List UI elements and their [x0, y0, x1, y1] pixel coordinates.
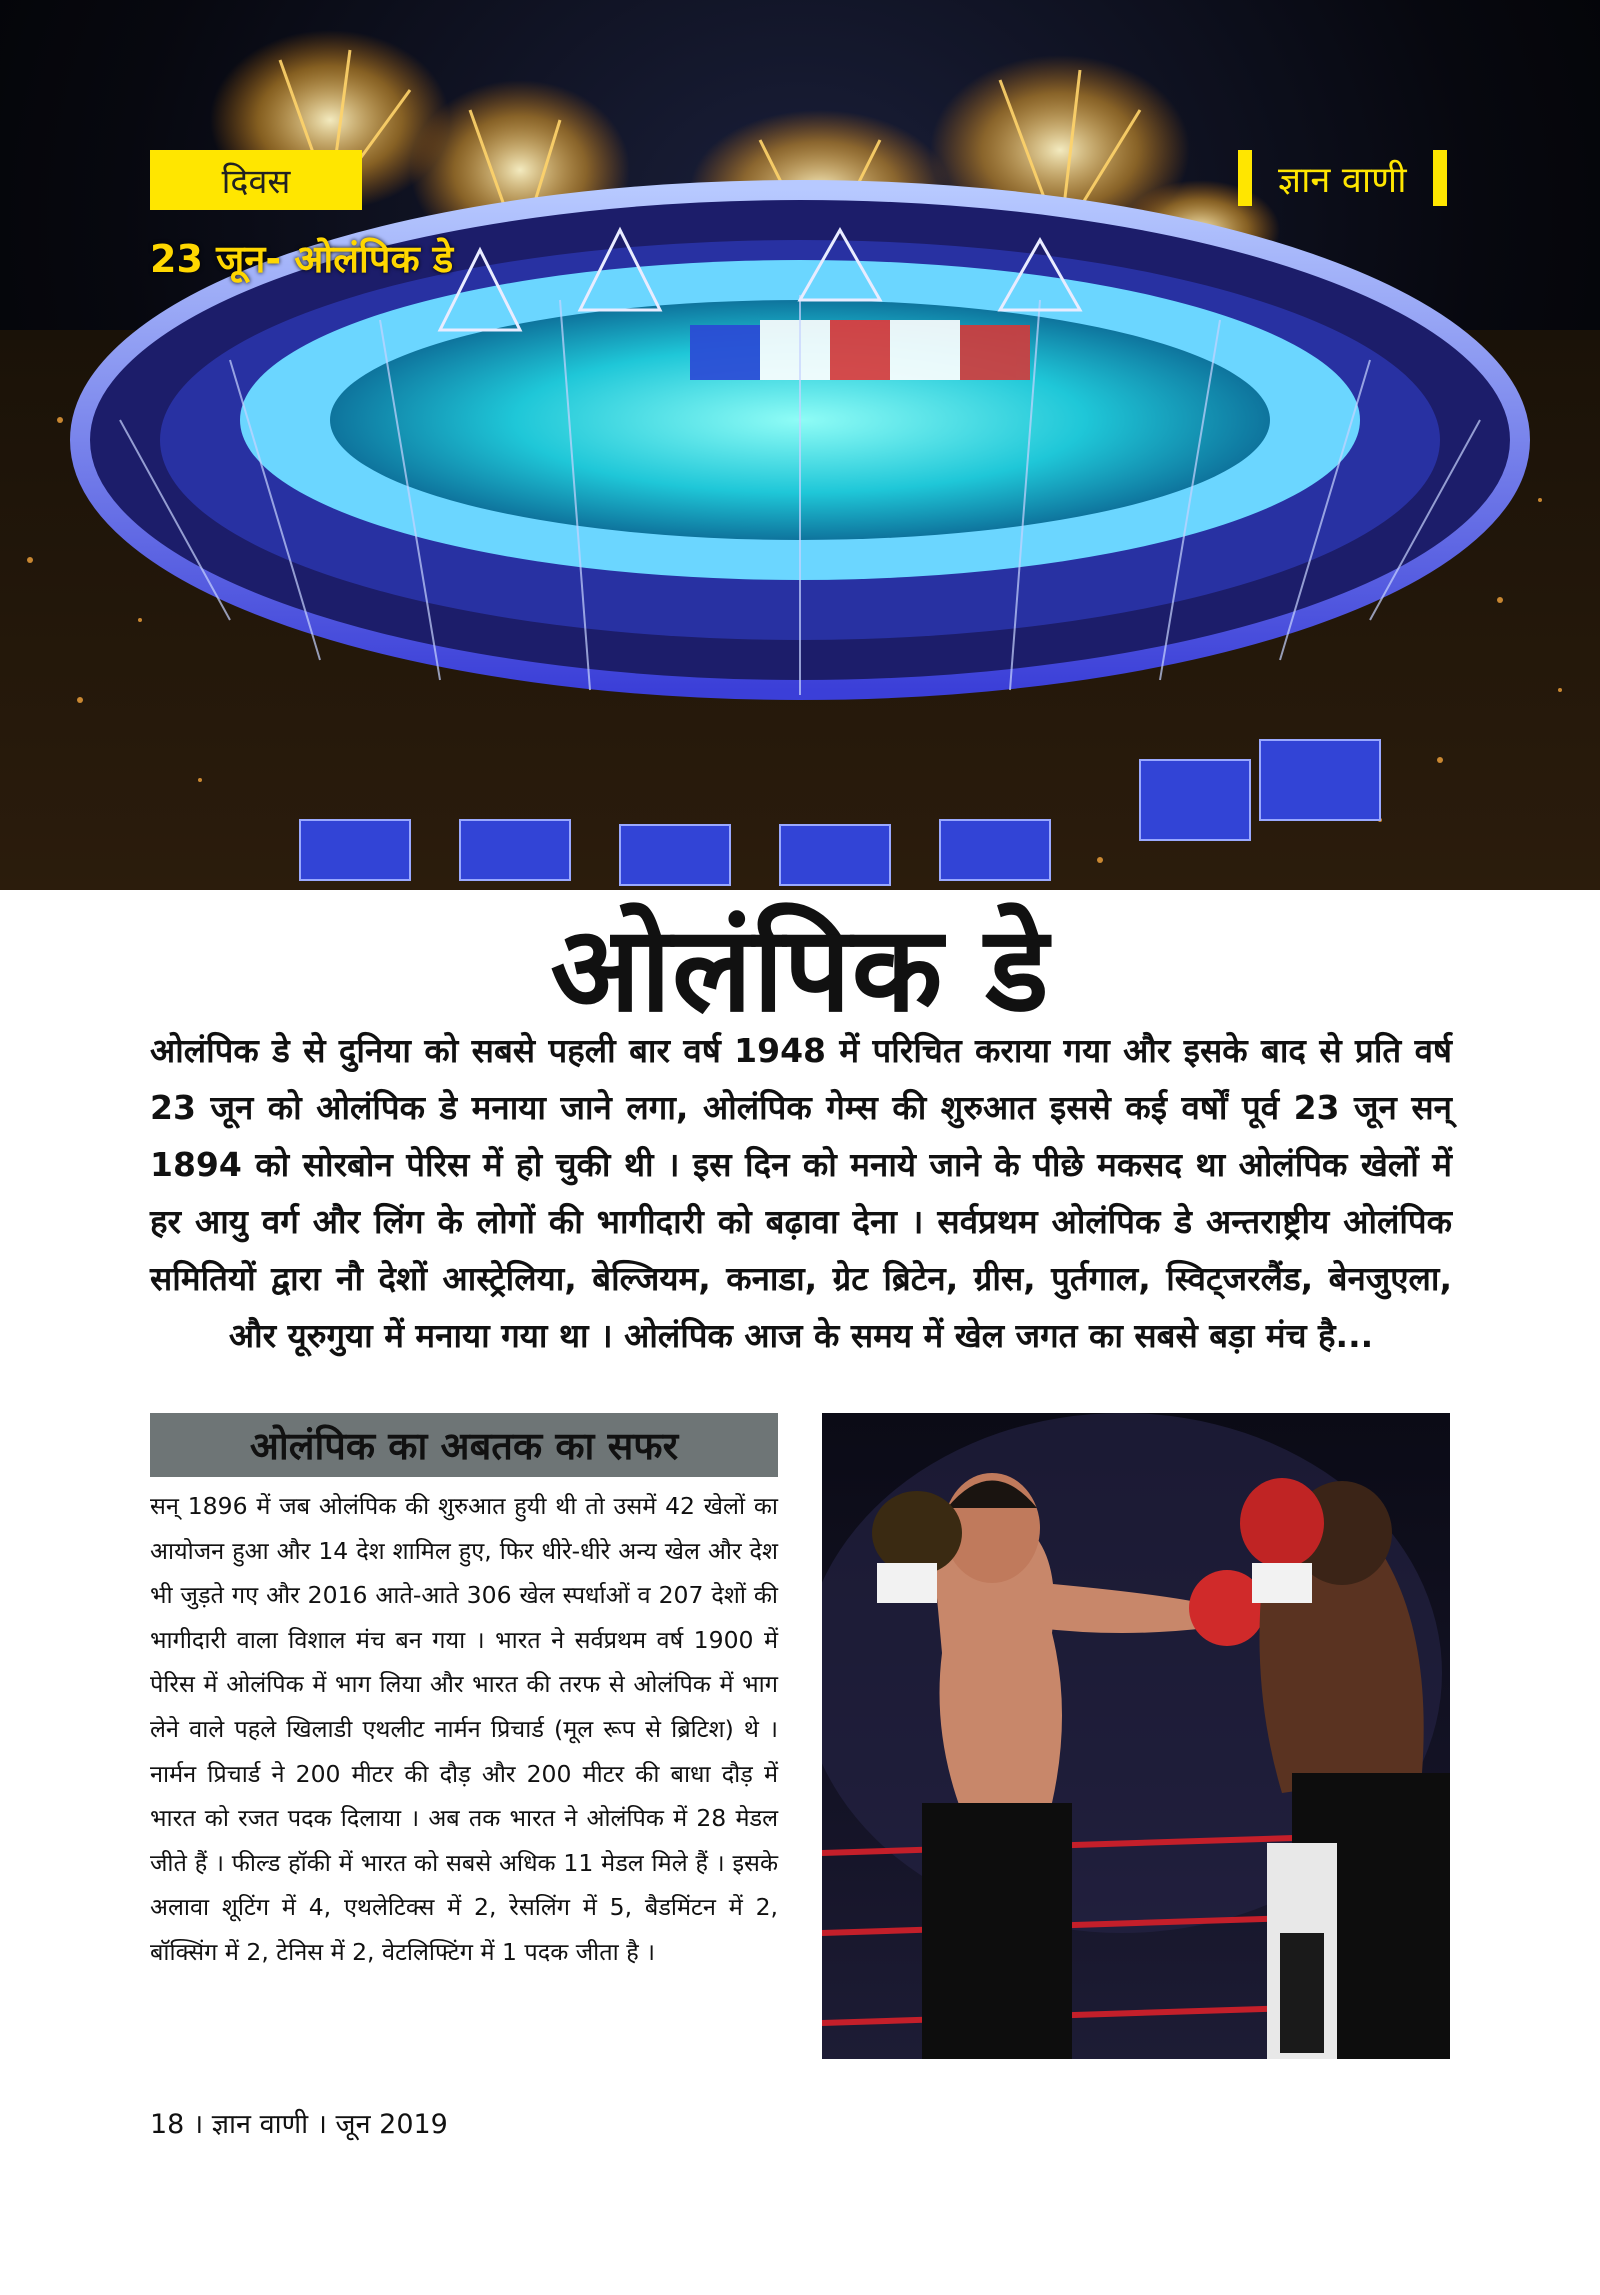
hero-subtitle: 23 जून- ओलंपिक डे [150, 237, 454, 281]
page-footer: 18 । ज्ञान वाणी । जून 2019 [150, 2109, 448, 2140]
section-body: सन् 1896 में जब ओलंपिक की शुरुआत हुयी थी तो उसमें 42 खेलों का आयोजन हुआ और 14 देश शामिल हुए, फिर धीरे-धीरे अन्य खेल और देश भी जुड़ते गए और 2016 आते-आते 306 खेल स्पर्धाओं व 207 देशों की भागीदारी वाला विशाल मंच बन गया । भारत ने सर्वप्रथम वर्ष 1900 में पेरिस में ओलंपिक में भाग लिया और भारत की तरफ से ओलंपिक में भाग लेने वाले पहले खिलाडी एथलीट नार्मन प्रिचार्ड (मूल रूप से ब्रिटिश) थे । नार्मन प्रिचार्ड ने 200 मीटर की दौड़ और 200 मीटर की बाधा दौड़ में भारत को रजत पदक दिलाया । अब तक भारत ने ओलंपिक में 28 मेडल जीते हैं । फील्ड हॉकी में भारत को सबसे अधिक 11 मेडल मिले हैं । इसके अलावा शूटिंग में 4, एथलेटिक्स में 2, रेसलिंग में 5, बैडमिंटन में 2, बॉक्सिंग में 2, टेनिस में 2, वेटलिफ्टिंग में 1 पदक जीता है । [150, 1492, 778, 1966]
boxing-illustration [822, 1413, 1450, 2059]
brand-bar-right [1433, 150, 1447, 206]
brand-name: ज्ञान वाणी [1278, 159, 1407, 201]
article-lede: ओलंपिक डे से दुनिया को सबसे पहली बार वर्ष 1948 में परिचित कराया गया और इसके बाद से प्रति वर्ष 23 जून को ओलंपिक डे मनाया जाने लगा, ओलंपिक गेम्स की शुरुआत इससे कई वर्षों पूर्व 23 जून सन् 1894 को सोरबोन पेरिस में हो चुकी थी । इस दिन को मनाये जाने के पीछे मकसद था ओलंपिक खेलों में हर आयु वर्ग और लिंग के लोगों की भागीदारी को बढ़ावा देना । सर्वप्रथम ओलंपिक डे अन्तराष्ट्रीय ओलंपिक समितियों द्वारा नौ देशों आस्ट्रेलिया, बेल्जियम, कनाडा, ग्रेट ब्रिटेन, ग्रीस, पुर्तगाल, स्विट्जरलैंड, बेनजुएला, और यूरुगुया में मनाया गया था । ओलंपिक आज के समय में खेल जगत का सबसे बड़ा मंच है... [150, 1031, 1452, 1355]
hero-photo-stadium [0, 0, 1600, 890]
section-heading: ओलंपिक का अबतक का सफर [150, 1413, 778, 1477]
stadium-illustration [0, 0, 1600, 890]
article-title: ओलंपिक डे [550, 900, 1050, 1038]
brand-bar-left [1238, 150, 1252, 206]
boxing-photo [822, 1413, 1450, 2059]
brand-label [1238, 148, 1447, 208]
category-tag: दिवस [150, 150, 362, 210]
